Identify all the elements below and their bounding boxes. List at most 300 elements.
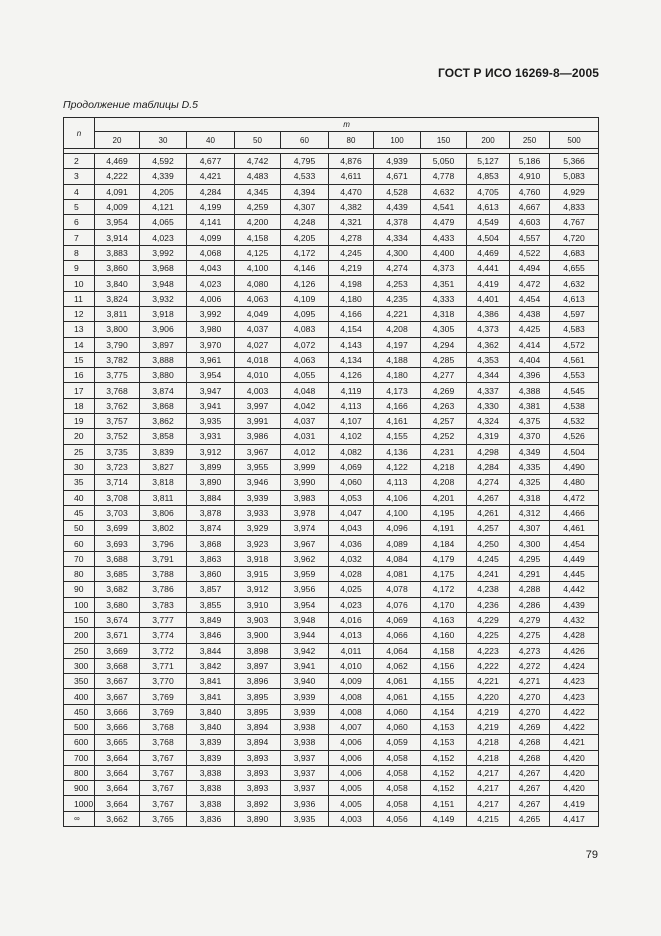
table-cell: 3,849 bbox=[187, 612, 235, 627]
table-cell: 3,857 bbox=[187, 582, 235, 597]
table-cell: 3,868 bbox=[187, 536, 235, 551]
table-cell: 3,906 bbox=[140, 322, 187, 337]
table-cell: 4,373 bbox=[467, 322, 510, 337]
table-cell: 3,940 bbox=[281, 674, 329, 689]
table-cell: 3,939 bbox=[281, 689, 329, 704]
table-cell: 3,768 bbox=[95, 383, 140, 398]
table-row bbox=[64, 658, 599, 673]
table-cell: 4,553 bbox=[550, 368, 599, 383]
page-number: 79 bbox=[585, 849, 598, 861]
table-cell: 4,557 bbox=[510, 230, 550, 245]
table-cell: 4,099 bbox=[187, 230, 235, 245]
table-cell: 3,708 bbox=[95, 490, 140, 505]
table-cell: 4,009 bbox=[329, 674, 374, 689]
table-cell: 4,833 bbox=[550, 199, 599, 214]
table-cell: 3,664 bbox=[95, 796, 140, 811]
table-cell: 3,846 bbox=[187, 628, 235, 643]
table-cell: 3,777 bbox=[140, 612, 187, 627]
table-row bbox=[64, 628, 599, 643]
table-cell: 4,069 bbox=[329, 459, 374, 474]
table-cell: 4,008 bbox=[329, 689, 374, 704]
table-cell: 4,220 bbox=[467, 689, 510, 704]
table-cell: 4,421 bbox=[187, 169, 235, 184]
table-cell: 4,180 bbox=[329, 291, 374, 306]
table-cell: 4,613 bbox=[467, 199, 510, 214]
table-cell: 3,880 bbox=[140, 368, 187, 383]
row-label-n: 30 bbox=[64, 459, 95, 474]
table-cell: 4,009 bbox=[95, 199, 140, 214]
table-cell: 3,786 bbox=[140, 582, 187, 597]
table-cell: 4,667 bbox=[510, 199, 550, 214]
table-cell: 4,351 bbox=[421, 276, 467, 291]
table-cell: 4,318 bbox=[510, 490, 550, 505]
table-row bbox=[64, 735, 599, 750]
row-label-n: 50 bbox=[64, 521, 95, 536]
table-row bbox=[64, 459, 599, 474]
table-cell: 3,997 bbox=[235, 398, 281, 413]
table-cell: 3,890 bbox=[235, 811, 281, 826]
table-cell: 3,937 bbox=[281, 750, 329, 765]
table-cell: 3,948 bbox=[140, 276, 187, 291]
table-cell: 4,522 bbox=[510, 245, 550, 260]
table-cell: 3,752 bbox=[95, 429, 140, 444]
table-cell: 4,027 bbox=[235, 337, 281, 352]
table-cell: 4,091 bbox=[95, 184, 140, 199]
table-cell: 4,060 bbox=[374, 719, 421, 734]
table-cell: 3,790 bbox=[95, 337, 140, 352]
table-cell: 3,671 bbox=[95, 628, 140, 643]
table-cell: 4,217 bbox=[467, 765, 510, 780]
table-cell: 3,935 bbox=[187, 414, 235, 429]
table-cell: 3,884 bbox=[187, 490, 235, 505]
column-header-m-20: 20 bbox=[95, 132, 140, 149]
table-cell: 4,154 bbox=[421, 704, 467, 719]
table-cell: 3,767 bbox=[140, 796, 187, 811]
row-label-n: 20 bbox=[64, 429, 95, 444]
table-cell: 4,006 bbox=[329, 765, 374, 780]
table-cell: 4,270 bbox=[510, 704, 550, 719]
table-cell: 4,084 bbox=[374, 551, 421, 566]
table-row bbox=[64, 505, 599, 520]
table-cell: 4,011 bbox=[329, 643, 374, 658]
table-cell: 4,125 bbox=[235, 245, 281, 260]
column-header-m-80: 80 bbox=[329, 132, 374, 149]
table-row bbox=[64, 674, 599, 689]
table-cell: 3,838 bbox=[187, 765, 235, 780]
table-cell: 3,669 bbox=[95, 643, 140, 658]
table-cell: 4,205 bbox=[281, 230, 329, 245]
table-cell: 4,472 bbox=[550, 490, 599, 505]
table-cell: 4,006 bbox=[187, 291, 235, 306]
table-cell: 4,061 bbox=[374, 689, 421, 704]
table-cell: 4,362 bbox=[467, 337, 510, 352]
table-cell: 3,956 bbox=[281, 582, 329, 597]
table-cell: 4,063 bbox=[235, 291, 281, 306]
table-cell: 4,426 bbox=[550, 643, 599, 658]
table-cell: 4,223 bbox=[467, 643, 510, 658]
table-cell: 4,545 bbox=[550, 383, 599, 398]
table-cell: 3,986 bbox=[235, 429, 281, 444]
table-cell: 4,705 bbox=[467, 184, 510, 199]
table-row bbox=[64, 521, 599, 536]
table-cell: 3,892 bbox=[235, 796, 281, 811]
table-cell: 3,768 bbox=[140, 735, 187, 750]
table-cell: 4,172 bbox=[421, 582, 467, 597]
row-label-n: 7 bbox=[64, 230, 95, 245]
table-cell: 3,929 bbox=[235, 521, 281, 536]
table-cell: 4,241 bbox=[467, 567, 510, 582]
table-cell: 4,504 bbox=[550, 444, 599, 459]
table-cell: 3,862 bbox=[140, 414, 187, 429]
table-cell: 4,082 bbox=[329, 444, 374, 459]
table-cell: 3,991 bbox=[235, 414, 281, 429]
row-label-n: 14 bbox=[64, 337, 95, 352]
table-cell: 3,765 bbox=[140, 811, 187, 826]
row-label-n: 900 bbox=[64, 781, 95, 796]
table-cell: 3,868 bbox=[140, 398, 187, 413]
table-cell: 4,490 bbox=[550, 459, 599, 474]
table-cell: 4,195 bbox=[421, 505, 467, 520]
table-cell: 5,083 bbox=[550, 169, 599, 184]
table-cell: 4,106 bbox=[374, 490, 421, 505]
table-cell: 3,932 bbox=[140, 291, 187, 306]
table-row bbox=[64, 199, 599, 214]
table-cell: 3,844 bbox=[187, 643, 235, 658]
table-cell: 3,894 bbox=[235, 735, 281, 750]
table-cell: 4,284 bbox=[467, 459, 510, 474]
table-cell: 4,279 bbox=[510, 612, 550, 627]
table-cell: 4,113 bbox=[374, 475, 421, 490]
column-header-m-150: 150 bbox=[421, 132, 467, 149]
table-cell: 3,883 bbox=[95, 245, 140, 260]
table-cell: 4,058 bbox=[374, 796, 421, 811]
column-header-m-500: 500 bbox=[550, 132, 599, 149]
table-cell: 4,152 bbox=[421, 765, 467, 780]
table-cell: 4,037 bbox=[235, 322, 281, 337]
table-cell: 3,941 bbox=[281, 658, 329, 673]
table-cell: 4,219 bbox=[329, 261, 374, 276]
table-cell: 3,770 bbox=[140, 674, 187, 689]
table-cell: 3,897 bbox=[235, 658, 281, 673]
table-cell: 4,179 bbox=[421, 551, 467, 566]
table-cell: 4,307 bbox=[281, 199, 329, 214]
table-cell: 4,325 bbox=[510, 475, 550, 490]
table-cell: 3,855 bbox=[187, 597, 235, 612]
table-cell: 4,032 bbox=[329, 551, 374, 566]
table-cell: 4,126 bbox=[329, 368, 374, 383]
column-header-m-250: 250 bbox=[510, 132, 550, 149]
table-cell: 4,155 bbox=[374, 429, 421, 444]
row-label-n: 100 bbox=[64, 597, 95, 612]
row-label-n: 1000 bbox=[64, 796, 95, 811]
table-cell: 4,929 bbox=[550, 184, 599, 199]
table-cell: 4,197 bbox=[374, 337, 421, 352]
table-cell: 3,990 bbox=[281, 475, 329, 490]
table-cell: 3,838 bbox=[187, 796, 235, 811]
table-cell: 3,888 bbox=[140, 352, 187, 367]
table-cell: 4,259 bbox=[235, 199, 281, 214]
table-cell: 3,811 bbox=[95, 306, 140, 321]
table-cell: 3,910 bbox=[235, 597, 281, 612]
table-cell: 4,345 bbox=[235, 184, 281, 199]
table-cell: 3,667 bbox=[95, 674, 140, 689]
column-header-m-60: 60 bbox=[281, 132, 329, 149]
table-cell: 3,890 bbox=[187, 475, 235, 490]
table-cell: 4,261 bbox=[467, 505, 510, 520]
table-cell: 3,800 bbox=[95, 322, 140, 337]
table-cell: 4,275 bbox=[510, 628, 550, 643]
table-cell: 4,533 bbox=[281, 169, 329, 184]
table-cell: 4,442 bbox=[550, 582, 599, 597]
table-cell: 4,265 bbox=[510, 811, 550, 826]
table-cell: 3,806 bbox=[140, 505, 187, 520]
table-cell: 4,318 bbox=[421, 306, 467, 321]
table-cell: 3,937 bbox=[281, 781, 329, 796]
table-cell: 4,248 bbox=[281, 215, 329, 230]
table-cell: 3,840 bbox=[187, 704, 235, 719]
table-cell: 4,272 bbox=[510, 658, 550, 673]
table-cell: 4,003 bbox=[329, 811, 374, 826]
table-cell: 3,918 bbox=[235, 551, 281, 566]
table-row bbox=[64, 475, 599, 490]
table-cell: 4,025 bbox=[329, 582, 374, 597]
row-label-n: 40 bbox=[64, 490, 95, 505]
table-cell: 3,893 bbox=[235, 781, 281, 796]
table-cell: 4,339 bbox=[140, 169, 187, 184]
table-cell: 4,939 bbox=[374, 154, 421, 169]
table-cell: 3,772 bbox=[140, 643, 187, 658]
table-cell: 4,438 bbox=[510, 306, 550, 321]
table-row bbox=[64, 750, 599, 765]
table-cell: 3,827 bbox=[140, 459, 187, 474]
table-cell: 4,245 bbox=[467, 551, 510, 566]
table-cell: 4,063 bbox=[281, 352, 329, 367]
table-cell: 4,083 bbox=[281, 322, 329, 337]
table-cell: 4,170 bbox=[421, 597, 467, 612]
table-row bbox=[64, 612, 599, 627]
table-cell: 4,267 bbox=[510, 796, 550, 811]
row-label-n: 11 bbox=[64, 291, 95, 306]
row-label-n: 12 bbox=[64, 306, 95, 321]
table-cell: 3,898 bbox=[235, 643, 281, 658]
table-cell: 3,693 bbox=[95, 536, 140, 551]
table-cell: 4,036 bbox=[329, 536, 374, 551]
table-cell: 3,863 bbox=[187, 551, 235, 566]
table-cell: 3,955 bbox=[235, 459, 281, 474]
table-cell: 4,172 bbox=[281, 245, 329, 260]
table-cell: 4,056 bbox=[374, 811, 421, 826]
table-cell: 4,218 bbox=[467, 750, 510, 765]
table-cell: 4,291 bbox=[510, 567, 550, 582]
table-cell: 4,394 bbox=[281, 184, 329, 199]
table-row bbox=[64, 444, 599, 459]
table-cell: 3,896 bbox=[235, 674, 281, 689]
table-cell: 4,010 bbox=[329, 658, 374, 673]
table-row bbox=[64, 261, 599, 276]
table-cell: 4,425 bbox=[510, 322, 550, 337]
table-row bbox=[64, 765, 599, 780]
table-cell: 3,682 bbox=[95, 582, 140, 597]
table-cell: 4,445 bbox=[550, 567, 599, 582]
table-cell: 4,419 bbox=[550, 796, 599, 811]
table-cell: 4,528 bbox=[374, 184, 421, 199]
table-cell: 4,655 bbox=[550, 261, 599, 276]
table-cell: 3,802 bbox=[140, 521, 187, 536]
table-cell: 3,878 bbox=[187, 505, 235, 520]
table-row bbox=[64, 154, 599, 169]
table-cell: 4,217 bbox=[467, 781, 510, 796]
table-row bbox=[64, 536, 599, 551]
table-cell: 4,199 bbox=[187, 199, 235, 214]
table-cell: 4,136 bbox=[374, 444, 421, 459]
table-cell: 4,268 bbox=[510, 750, 550, 765]
table-cell: 4,373 bbox=[421, 261, 467, 276]
table-cell: 3,895 bbox=[235, 689, 281, 704]
table-cell: 3,840 bbox=[95, 276, 140, 291]
table-cell: 4,006 bbox=[329, 735, 374, 750]
table-cell: 3,900 bbox=[235, 628, 281, 643]
table-cell: 4,013 bbox=[329, 628, 374, 643]
table-row bbox=[64, 490, 599, 505]
table-row bbox=[64, 184, 599, 199]
row-label-n: 400 bbox=[64, 689, 95, 704]
table-cell: 4,307 bbox=[510, 521, 550, 536]
table-cell: 3,936 bbox=[281, 796, 329, 811]
table-cell: 3,662 bbox=[95, 811, 140, 826]
table-body bbox=[64, 154, 599, 827]
table-cell: 4,853 bbox=[467, 169, 510, 184]
table-row bbox=[64, 230, 599, 245]
table-row bbox=[64, 567, 599, 582]
table-cell: 4,300 bbox=[374, 245, 421, 260]
row-label-n: 8 bbox=[64, 245, 95, 260]
table-cell: 3,948 bbox=[281, 612, 329, 627]
table-cell: 4,102 bbox=[329, 429, 374, 444]
table-cell: 4,048 bbox=[281, 383, 329, 398]
table-cell: 3,992 bbox=[187, 306, 235, 321]
table-cell: 4,288 bbox=[510, 582, 550, 597]
table-cell: 4,003 bbox=[235, 383, 281, 398]
table-cell: 4,284 bbox=[187, 184, 235, 199]
table-cell: 4,047 bbox=[329, 505, 374, 520]
row-label-n: 500 bbox=[64, 719, 95, 734]
table-cell: 3,771 bbox=[140, 658, 187, 673]
table-cell: 4,158 bbox=[235, 230, 281, 245]
table-cell: 3,933 bbox=[235, 505, 281, 520]
table-cell: 4,109 bbox=[281, 291, 329, 306]
table-cell: 3,912 bbox=[235, 582, 281, 597]
table-cell: 4,208 bbox=[374, 322, 421, 337]
table-cell: 4,191 bbox=[421, 521, 467, 536]
table-cell: 4,188 bbox=[374, 352, 421, 367]
table-row bbox=[64, 337, 599, 352]
table-cell: 4,469 bbox=[467, 245, 510, 260]
table-cell: 4,173 bbox=[374, 383, 421, 398]
table-cell: 4,319 bbox=[467, 429, 510, 444]
table-cell: 4,344 bbox=[467, 368, 510, 383]
table-cell: 4,155 bbox=[421, 689, 467, 704]
table-cell: 4,423 bbox=[550, 689, 599, 704]
table-cell: 4,324 bbox=[467, 414, 510, 429]
table-cell: 4,064 bbox=[374, 643, 421, 658]
row-label-n: 800 bbox=[64, 765, 95, 780]
row-label-n: 13 bbox=[64, 322, 95, 337]
table-cell: 3,899 bbox=[187, 459, 235, 474]
table-cell: 4,767 bbox=[550, 215, 599, 230]
table-cell: 4,378 bbox=[374, 215, 421, 230]
row-label-n: 5 bbox=[64, 199, 95, 214]
table-cell: 3,947 bbox=[187, 383, 235, 398]
table-cell: 4,201 bbox=[421, 490, 467, 505]
table-cell: 4,006 bbox=[329, 750, 374, 765]
table-cell: 4,677 bbox=[187, 154, 235, 169]
table-cell: 4,422 bbox=[550, 704, 599, 719]
table-cell: 4,055 bbox=[281, 368, 329, 383]
column-header-m-40: 40 bbox=[187, 132, 235, 149]
table-cell: 3,938 bbox=[281, 719, 329, 734]
table-cell: 4,095 bbox=[281, 306, 329, 321]
table-cell: 3,959 bbox=[281, 567, 329, 582]
table-cell: 4,153 bbox=[421, 719, 467, 734]
table-cell: 4,198 bbox=[329, 276, 374, 291]
table-cell: 4,263 bbox=[421, 398, 467, 413]
table-cell: 5,186 bbox=[510, 154, 550, 169]
table-cell: 4,076 bbox=[374, 597, 421, 612]
table-cell: 3,680 bbox=[95, 597, 140, 612]
table-cell: 4,572 bbox=[550, 337, 599, 352]
table-cell: 4,269 bbox=[510, 719, 550, 734]
table-cell: 3,942 bbox=[281, 643, 329, 658]
table-cell: 4,417 bbox=[550, 811, 599, 826]
table-cell: 4,333 bbox=[421, 291, 467, 306]
table-row bbox=[64, 643, 599, 658]
table-cell: 4,219 bbox=[467, 704, 510, 719]
table-cell: 3,858 bbox=[140, 429, 187, 444]
table-row bbox=[64, 597, 599, 612]
table-cell: 3,762 bbox=[95, 398, 140, 413]
table-cell: 4,538 bbox=[550, 398, 599, 413]
table-cell: 4,720 bbox=[550, 230, 599, 245]
table-cell: 3,839 bbox=[187, 735, 235, 750]
table-row bbox=[64, 704, 599, 719]
table-cell: 3,811 bbox=[140, 490, 187, 505]
table-cell: 4,069 bbox=[374, 612, 421, 627]
column-header-m-200: 200 bbox=[467, 132, 510, 149]
table-cell: 3,937 bbox=[281, 765, 329, 780]
table-cell: 4,424 bbox=[550, 658, 599, 673]
table-cell: 4,561 bbox=[550, 352, 599, 367]
table-cell: 4,200 bbox=[235, 215, 281, 230]
table-cell: 4,420 bbox=[550, 765, 599, 780]
table-cell: 4,597 bbox=[550, 306, 599, 321]
table-cell: 4,229 bbox=[467, 612, 510, 627]
table-cell: 3,894 bbox=[235, 719, 281, 734]
table-cell: 4,166 bbox=[374, 398, 421, 413]
row-label-n: 80 bbox=[64, 567, 95, 582]
table-cell: 4,483 bbox=[235, 169, 281, 184]
column-header-m-100: 100 bbox=[374, 132, 421, 149]
row-label-n: ∞ bbox=[64, 811, 95, 826]
table-cell: 3,895 bbox=[235, 704, 281, 719]
table-cell: 4,421 bbox=[550, 735, 599, 750]
table-cell: 3,774 bbox=[140, 628, 187, 643]
table-cell: 4,632 bbox=[550, 276, 599, 291]
table-row bbox=[64, 276, 599, 291]
table-cell: 4,235 bbox=[374, 291, 421, 306]
table-cell: 3,954 bbox=[95, 215, 140, 230]
table-cell: 4,910 bbox=[510, 169, 550, 184]
table-cell: 4,180 bbox=[374, 368, 421, 383]
